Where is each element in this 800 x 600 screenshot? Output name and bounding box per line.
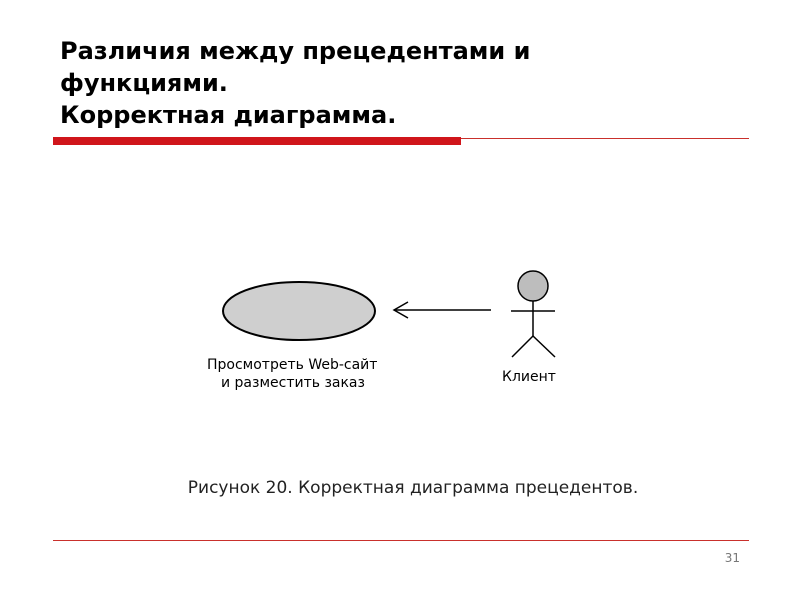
figure-caption: Рисунок 20. Корректная диаграмма прецедентов.: [187, 478, 639, 498]
actor-left-leg: [512, 336, 533, 357]
page-number: 31: [724, 551, 740, 565]
title-line-1: Различия между прецедентами и: [60, 37, 531, 65]
actor-stick-figure: [511, 271, 555, 357]
title-line-3: Корректная диаграмма.: [60, 101, 397, 129]
use-case-ellipse: [223, 282, 375, 340]
footer-divider-line: [53, 540, 749, 541]
actor-head: [518, 271, 548, 301]
title-line-2: функциями.: [60, 69, 228, 97]
actor-right-leg: [533, 336, 555, 357]
use-case-label-line-1: Просмотреть Web-сайт: [207, 357, 378, 373]
association-arrow: [394, 302, 491, 318]
use-case-label-line-2: и разместить заказ: [221, 375, 365, 391]
actor-label: Клиент: [502, 369, 556, 385]
